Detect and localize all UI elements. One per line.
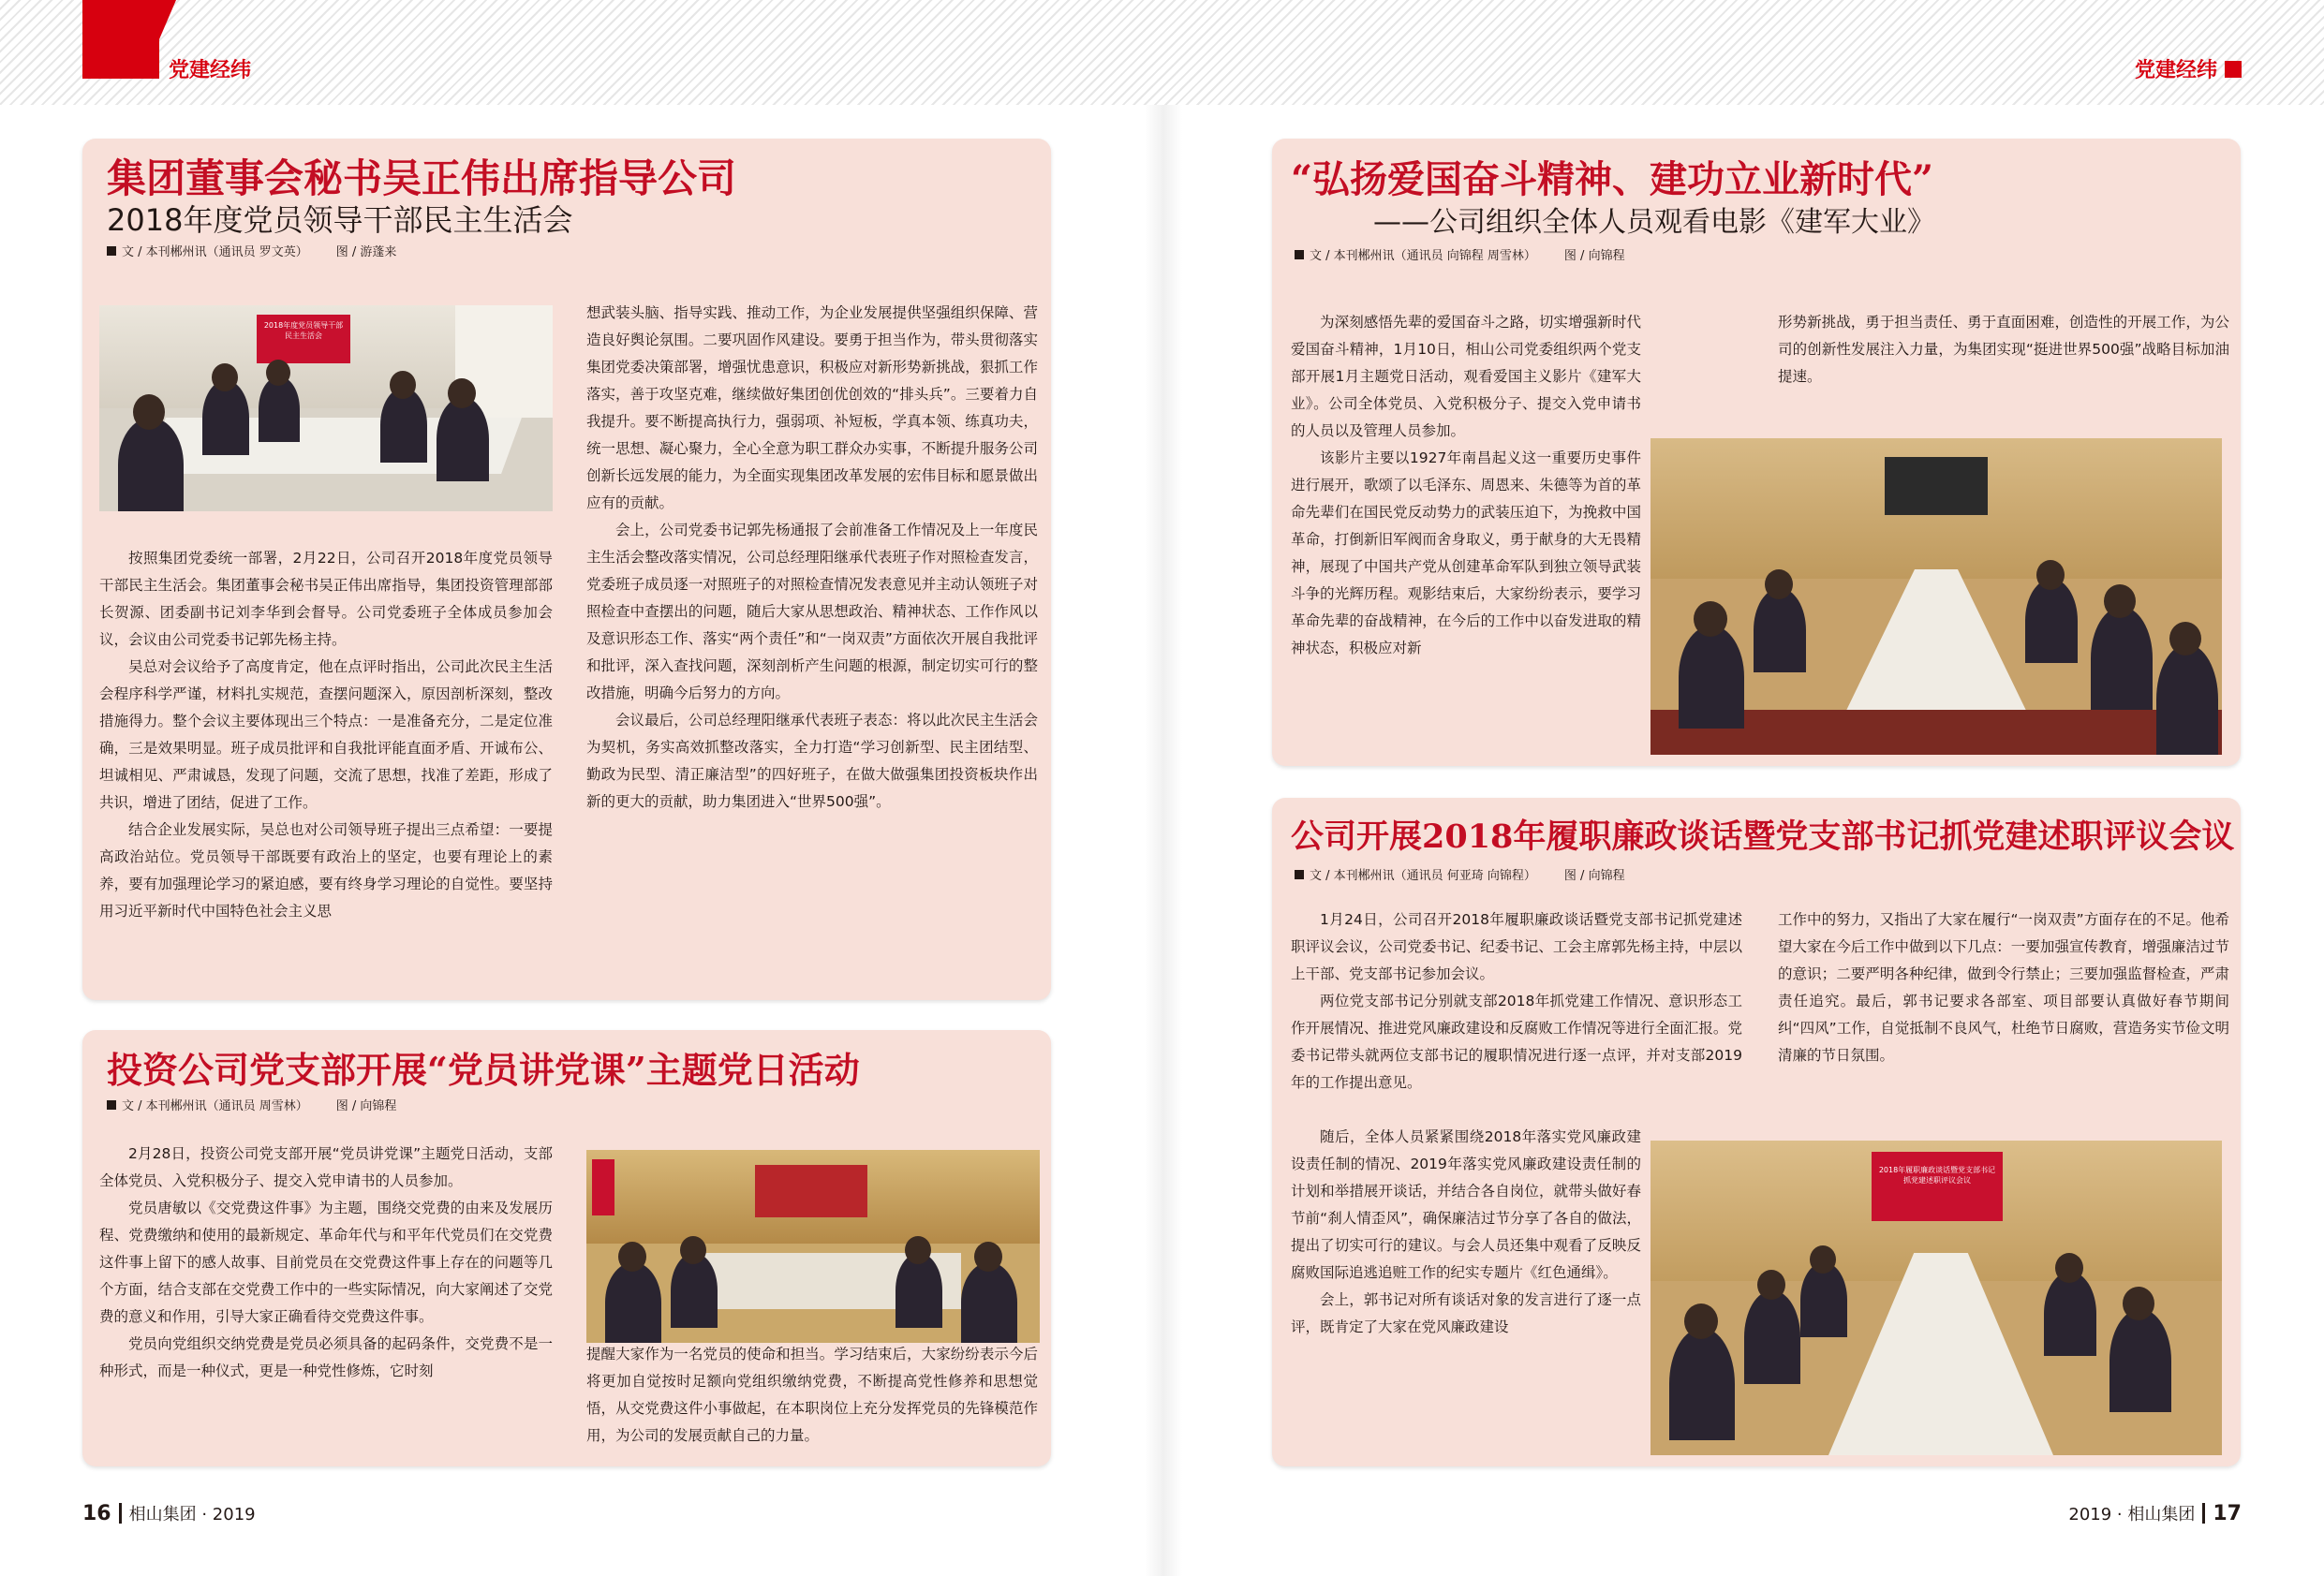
article-party-lecture xyxy=(82,1030,1051,1466)
byline-text: 文 / 本刊郴州讯（通讯员 罗文英） xyxy=(122,245,308,259)
photo-person-head xyxy=(1810,1245,1836,1274)
article-column-2 xyxy=(586,300,1038,816)
page-number-left: 16 xyxy=(82,1501,111,1525)
byline-square-icon xyxy=(1295,250,1304,259)
footer-publication-left: 相山集团 · 2019 xyxy=(128,1505,256,1524)
article-byline xyxy=(1295,865,1625,883)
byline-photo-credit: 图 / 向锦程 xyxy=(1563,869,1625,883)
photo-banner-text: 2018年履职廉政谈话暨党支部书记抓党建述职评议会议 xyxy=(1878,1166,1996,1185)
footer-divider xyxy=(119,1503,122,1524)
photo-person xyxy=(2044,1272,2096,1356)
article-column-1 xyxy=(1291,309,1641,662)
photo-person-head xyxy=(1757,1270,1785,1300)
meeting-photo xyxy=(99,305,553,511)
photo-person xyxy=(2109,1309,2171,1412)
integrity-meeting-photo xyxy=(1650,1141,2222,1455)
article-byline xyxy=(107,242,396,259)
article-title: 公司开展2018年履职廉政谈话暨党支部书记抓党建述职评议会议 xyxy=(1291,817,2235,856)
photo-person xyxy=(380,388,427,463)
photo-person-head xyxy=(1694,601,1727,637)
byline-photo-credit: 图 / 向锦程 xyxy=(1563,249,1625,263)
byline-square-icon xyxy=(107,1100,116,1110)
article-subtitle: ——公司组织全体人员观看电影《建军大业》 xyxy=(1373,206,1935,239)
paragraph: 会上，公司党委书记郭先杨通报了会前准备工作情况及上一年度民主生活会整改落实情况，公司总经理阳继承代表班子作对照检查发言，党委班子成员逐一对照班子的对照检查情况发表意见并主动认领班子对照检查中查摆出的问题，随后大家从思想政治、精神状态、工作作风以及意识形态工作、落实“两个责任”和“一岗双责”方面依次开展自我批评和批评，深入查找问题，深刻剖析产生问题的根源，制定切实可行的整改措施，明确今后努力的方向。 xyxy=(586,522,1038,701)
photo-person xyxy=(2025,579,2078,663)
photo-person xyxy=(1744,1290,1800,1384)
paragraph: 两位党支部书记分别就支部2018年抓党建工作情况、意识形态工作开展情况、推进党风廉政建设和反腐败工作情况等进行全面汇报。党委书记带头就两位支部书记的履职情况进行逐一点评，并对支部2019年的工作提出意见。 xyxy=(1291,993,1742,1091)
byline-text: 文 / 本刊郴州讯（通讯员 向锦程 周雪林） xyxy=(1310,249,1536,263)
photo-person xyxy=(961,1262,1017,1343)
paragraph: 2月28日，投资公司党支部开展“党员讲党课”主题党日活动，支部全体党员、入党积极分子、提交入党申请书的人员参加。 xyxy=(99,1145,553,1189)
article-integrity-talk xyxy=(1272,798,2241,1466)
paragraph: 会上，郭书记对所有谈话对象的发言进行了逐一点评，既肯定了大家在党风廉政建设 xyxy=(1291,1291,1641,1335)
film-room-photo xyxy=(1650,438,2222,755)
photo-person-head xyxy=(2123,1287,2154,1320)
header-band xyxy=(0,0,2324,105)
photo-tv-screen xyxy=(1885,457,1988,515)
article-film-viewing xyxy=(1272,139,2241,766)
article-column-2 xyxy=(1778,309,2229,390)
byline-text: 文 / 本刊郴州讯（通讯员 周雪林） xyxy=(122,1099,308,1113)
section-title-left: 党建经纬 xyxy=(169,59,252,82)
footer-divider xyxy=(2202,1503,2205,1524)
section-marker-block xyxy=(82,0,159,79)
paragraph: 按照集团党委统一部署，2月22日，公司召开2018年度党员领导干部民主生活会。集团董事会秘书吴正伟出席指导，集团投资管理部部长贺源、团委副书记刘李华到会督导。公司党委班子全体成员参加会议，会议由公司党委书记郭先杨主持。 xyxy=(99,550,553,648)
photo-person-head xyxy=(212,363,238,391)
footer-left xyxy=(82,1501,256,1525)
article-subtitle: 2018年度党员领导干部民主生活会 xyxy=(107,202,573,238)
article-column-1 xyxy=(99,545,553,925)
photo-person-head xyxy=(1765,569,1793,599)
photo-person xyxy=(2091,607,2153,710)
photo-person-head xyxy=(1684,1304,1718,1339)
paragraph: 1月24日，公司召开2018年履职廉政谈话暨党支部书记抓党建述职评议会议，公司党委书记、纪委书记、工会主席郭先杨主持，中层以上干部、党支部书记参加会议。 xyxy=(1291,911,1742,982)
photo-person-head xyxy=(680,1236,706,1264)
article-column-1-lower xyxy=(1291,1124,1641,1341)
photo-person xyxy=(671,1253,718,1328)
byline-photo-credit: 图 / 游蓬来 xyxy=(335,245,397,259)
photo-person-head xyxy=(905,1236,931,1264)
paragraph: 想武装头脑、指导实践、推动工作，为企业发展提供坚强组织保障、营造良好舆论氛围。二要巩固作风建设。要勇于担当作为，带头贯彻落实集团党委决策部署，增强忧患意识，积极应对新形势新挑战，狠抓工作落实，善于攻坚克难，继续做好集团创优创效的“排头兵”。三要着力自我提升。要不断提高执行力，强弱项、补短板，学真本领、练真功夫，统一思想、凝心聚力，全心全意为职工群众办实事，不断提升服务公司创新长远发展的能力，为全面实现集团改革发展的宏伟目标和愿景做出应有的贡献。 xyxy=(586,304,1038,511)
photo-person-head xyxy=(266,360,290,386)
article-column-2 xyxy=(586,1341,1038,1450)
photo-screen xyxy=(755,1165,867,1217)
section-square-icon xyxy=(2225,61,2242,78)
article-column-1 xyxy=(1291,906,1742,1097)
section-marker-tip xyxy=(159,0,176,39)
page-gutter xyxy=(1145,105,1182,1576)
photo-person xyxy=(437,397,489,481)
photo-person-head xyxy=(974,1242,1002,1272)
photo-person-head xyxy=(2104,584,2136,618)
photo-person xyxy=(1754,588,1806,672)
photo-person-head xyxy=(2055,1253,2083,1283)
photo-person-head xyxy=(133,394,165,430)
paragraph: 随后，全体人员紧紧围绕2018年落实党风廉政建设责任制的情况、2019年落实党风廉政建设责任制的计划和举措展开谈话，并结合各自岗位，就带头做好春节前“刹人情歪风”，确保廉洁过节分享了各自的做法，提出了切实可行的建议。与会人员还集中观看了反映反腐败国际追逃追赃工作的纪实专题片《红色通缉》。 xyxy=(1291,1128,1641,1281)
photo-person-head xyxy=(448,378,476,408)
lecture-photo xyxy=(586,1150,1040,1343)
photo-person-head xyxy=(2169,622,2201,655)
byline-text: 文 / 本刊郴州讯（通讯员 何亚琦 向锦程） xyxy=(1310,869,1536,883)
paragraph: 吴总对会议给予了高度肯定，他在点评时指出，公司此次民主生活会程序科学严谨，材料扎实规范，查摆问题深入，原因剖析深刻，整改措施得力。整个会议主要体现出三个特点：一是准备充分，二是定位准确，三是效果明显。班子成员批评和自我批评能直面矛盾、开诚布公、坦诚相见、严肃诚恳，发现了问题，交流了思想，找准了差距，形成了共识，增进了团结，促进了工作。 xyxy=(99,658,553,811)
byline-square-icon xyxy=(1295,870,1304,879)
photo-banner-text: 2018年度党员领导干部民主生活会 xyxy=(263,321,344,340)
section-title-right xyxy=(2135,54,2242,83)
byline-square-icon xyxy=(107,246,116,256)
page-number-right: 17 xyxy=(2213,1501,2242,1525)
paragraph: 会议最后，公司总经理阳继承代表班子表态：将以此次民主生活会为契机，务实高效抓整改落实，全力打造“学习创新型、民主团结型、勤政为民型、清正廉洁型”的四好班子，在做大做强集团投资板块作出新的更大的贡献，助力集团进入“世界500强”。 xyxy=(586,712,1038,810)
photo-banner-screen xyxy=(257,315,350,363)
paragraph: 党员唐敏以《交党费这件事》为主题，围绕交党费的由来及发展历程、党费缴纳和使用的最新规定、革命年代与和平年代党员们在交党费这件事上留下的感人故事、目前党员在交党费这件事上存在的问题等几个方面，结合支部在交党费工作中的一些实际情况，向大家阐述了交党费的意义和作用，引导大家正确看待交党费这件事。 xyxy=(99,1200,553,1325)
paragraph: 党员向党组织交纳党费是党员必须具备的起码条件，交党费不是一种形式，而是一种仪式，更是一种党性修炼，它时刻 xyxy=(99,1335,553,1379)
paragraph: 结合企业发展实际，吴总也对公司领导班子提出三点希望：一要提高政治站位。党员领导干部既要有政治上的坚定，也要有理论上的素养，要有加强理论学习的紧迫感，要有终身学习理论的自觉性。要坚持用习近平新时代中国特色社会主义思 xyxy=(99,821,553,920)
photo-person xyxy=(1800,1262,1847,1337)
photo-person-head xyxy=(618,1242,646,1272)
paragraph: 该影片主要以1927年南昌起义这一重要历史事件进行展开，歌颂了以毛泽东、周恩来、朱德等为首的革命先辈们在国民党反动势力的武装压迫下，为挽救中国革命，打倒新旧军阀而舍身取义，勇于献身的大无畏精神，展现了中国共产党从创建革命军队到独立领导武装斗争的光辉历程。观影结束后，大家纷纷表示，要学习革命先辈的奋战精神，在今后的工作中以奋发进取的精神状态，积极应对新 xyxy=(1291,449,1641,656)
article-title: 集团董事会秘书吴正伟出席指导公司 xyxy=(107,155,737,201)
photo-person xyxy=(896,1253,942,1328)
photo-person xyxy=(605,1262,661,1343)
article-title: 投资公司党支部开展“党员讲党课”主题党日活动 xyxy=(107,1049,860,1091)
footer-publication-right: 2019 · 相山集团 xyxy=(2068,1505,2196,1524)
article-democratic-life-meeting xyxy=(82,139,1051,1000)
article-column-1 xyxy=(99,1141,553,1385)
photo-person xyxy=(118,418,184,511)
photo-banner-screen xyxy=(1872,1152,2003,1221)
article-title: “弘扬爱国奋斗精神、建功立业新时代” xyxy=(1291,157,1934,201)
photo-person xyxy=(1679,626,1744,729)
paragraph: 工作中的努力，又指出了大家在履行“一岗双责”方面存在的不足。他希望大家在今后工作中做到以下几点：一要加强宣传教育，增强廉洁过节的意识；二要严明各种纪律，做到令行禁止；三要加强监督检查，严肃责任追究。最后，郭书记要求各部室、项目部要认真做好春节期间纠“四风”工作，自觉抵制不良风气，杜绝节日腐败，营造务实节俭文明清廉的节日氛围。 xyxy=(1778,911,2229,1064)
byline-photo-credit: 图 / 向锦程 xyxy=(335,1099,397,1113)
footer-right xyxy=(2068,1501,2242,1525)
photo-board xyxy=(592,1159,614,1215)
paragraph: 形势新挑战，勇于担当责任、勇于直面困难，创造性的开展工作，为公司的创新性发展注入力量，为集团实现“挺进世界500强”战略目标加油提速。 xyxy=(1778,314,2229,385)
photo-person xyxy=(2156,644,2218,755)
photo-person xyxy=(202,380,249,455)
section-title-right-label: 党建经纬 xyxy=(2134,59,2217,82)
paragraph: 提醒大家作为一名党员的使命和担当。学习结束后，大家纷纷表示今后将更加自觉按时足额向党组织缴纳党费，不断提高党性修养和思想觉悟，从交党费这件小事做起，在本职岗位上充分发挥党员的先锋模范作用，为公司的发展贡献自己的力量。 xyxy=(586,1346,1038,1444)
paragraph: 为深刻感悟先辈的爱国奋斗之路，切实增强新时代爱国奋斗精神，1月10日，相山公司党委组织两个党支部开展1月主题党日活动，观看爱国主义影片《建军大业》。公司全体党员、入党积极分子、提交入党申请书的人员以及管理人员参加。 xyxy=(1291,314,1641,439)
photo-person xyxy=(1669,1328,1735,1440)
photo-person-head xyxy=(390,371,416,399)
article-byline xyxy=(107,1096,396,1113)
photo-table xyxy=(1828,1253,2053,1455)
photo-person-head xyxy=(2036,560,2065,590)
article-byline xyxy=(1295,245,1625,263)
photo-person xyxy=(259,376,300,442)
article-column-2 xyxy=(1778,906,2229,1069)
